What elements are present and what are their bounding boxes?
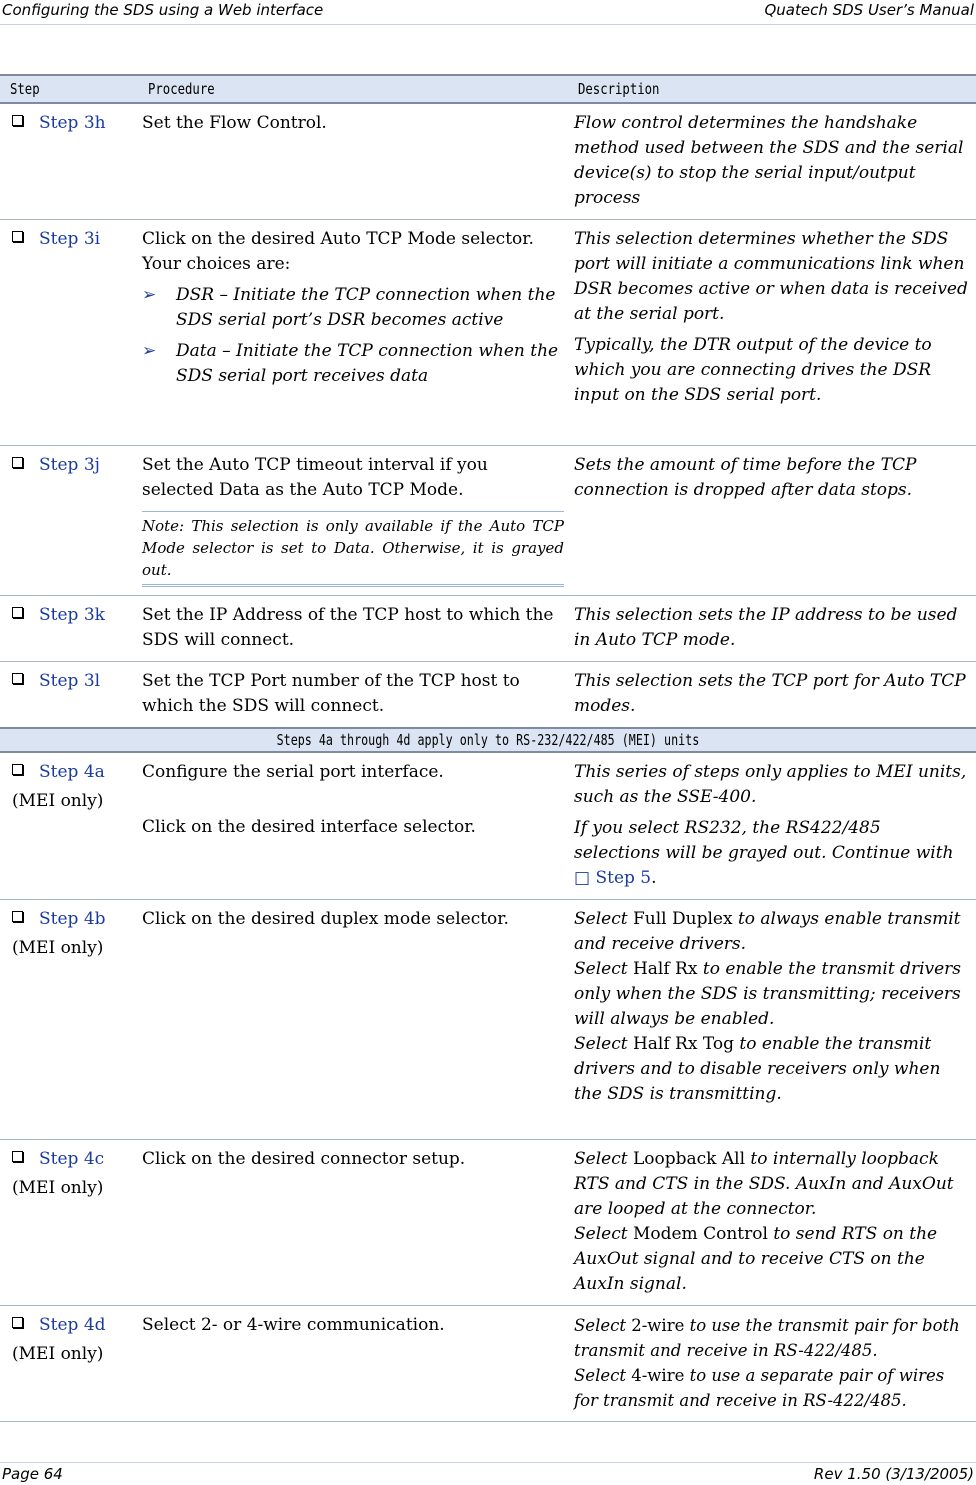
step-label: Step 3l: [39, 671, 101, 691]
description-text: This series of steps only applies to MEI units, such as the SSE-400.: [574, 762, 967, 807]
procedure-cell: Click on the desired connector setup.: [138, 1140, 568, 1306]
procedure-text: Set the Auto TCP timeout interval if you selected Data as the Auto TCP Mode.: [142, 455, 488, 500]
procedure-cell: Click on the desired duplex mode selector.: [138, 900, 568, 1140]
step-cell: [0, 596, 138, 662]
description-cell: [568, 1306, 976, 1422]
table-header-row: [0, 75, 976, 103]
description-cell: This selection sets the IP address to be used in Auto TCP mode.: [568, 596, 976, 662]
table-row: [0, 662, 976, 729]
procedure-cell: Set the Flow Control.: [138, 103, 568, 220]
description-cell: Sets the amount of time before the TCP connection is dropped after data stops.: [568, 446, 976, 596]
description-cell: This selection sets the TCP port for Auto TCP modes.: [574, 671, 966, 716]
checkbox-icon[interactable]: [12, 115, 23, 126]
page-header: [0, 0, 976, 25]
step-cell: [0, 900, 138, 1140]
procedure-text: Configure the serial port interface.: [142, 762, 444, 782]
step-qualifier: (MEI only): [12, 1344, 104, 1364]
section-divider: Steps 4a through 4d apply only to RS-232/422/485 (MEI) units: [0, 728, 976, 752]
procedure-text: Click on the desired Auto TCP Mode selector.: [142, 229, 534, 249]
option-loopback-all: Select Loopback All to internally loopback RTS and CTS in the SDS. AuxIn and AuxOut are looped at the connector.: [574, 1149, 954, 1219]
column-header-step: Step: [0, 75, 138, 103]
step-cell: [0, 1306, 138, 1422]
step-cell: [0, 220, 138, 446]
procedure-cell: [138, 752, 568, 900]
description-text: This selection determines whether the SDS port will initiate a communications link when DSR becomes active or when data is received at the serial port.: [574, 229, 968, 324]
step-label: Step 4a: [39, 762, 105, 782]
header-left: Configuring the SDS using a Web interface: [2, 1, 324, 19]
description-cell: [568, 220, 976, 446]
page-footer: [0, 1462, 976, 1485]
procedure-cell: Set the IP Address of the TCP host to which the SDS will connect.: [138, 596, 568, 662]
table-row: [0, 103, 976, 220]
table-row: [0, 446, 976, 596]
footer-right: Rev 1.50 (3/13/2005): [813, 1465, 974, 1483]
procedure-text-2: Click on the desired interface selector.: [142, 817, 476, 837]
step-qualifier: (MEI only): [12, 938, 104, 958]
checkbox-icon[interactable]: [12, 1151, 23, 1162]
checkbox-icon[interactable]: [12, 607, 23, 618]
section-divider-row: [0, 728, 976, 752]
procedure-cell: [138, 220, 568, 446]
checkbox-icon[interactable]: [12, 1317, 23, 1328]
steps-table: [0, 74, 976, 1422]
table-row: [0, 1306, 976, 1422]
bullet-item: ➢ Data – Initiate the TCP connection when the SDS serial port receives data: [142, 341, 559, 386]
header-right: Quatech SDS User’s Manual: [764, 1, 974, 19]
step-label: Step 4d: [39, 1315, 106, 1335]
procedure-cell: Select 2- or 4-wire communication.: [138, 1306, 568, 1422]
description-text-2: Typically, the DTR output of the device to which you are connecting drives the DSR input on the SDS serial port.: [574, 335, 932, 405]
step-cell: [0, 662, 138, 729]
option-full-duplex: Select Full Duplex to always enable transmit and receive drivers.: [574, 909, 961, 954]
table-row: [0, 596, 976, 662]
note-box: Note: This selection is only available if the Auto TCP Mode selector is set to Data. Otherwise, it is grayed out.: [142, 511, 564, 587]
step-label: Step 3h: [39, 113, 106, 133]
checkbox-icon[interactable]: [12, 673, 23, 684]
table-row: [0, 752, 976, 900]
step-5-link[interactable]: □ Step 5: [574, 868, 652, 888]
checkbox-icon[interactable]: [12, 231, 23, 242]
description-cell: [568, 900, 976, 1140]
column-header-procedure: Procedure: [138, 75, 568, 103]
checkbox-icon[interactable]: [12, 764, 23, 775]
description-cell: Flow control determines the handshake method used between the SDS and the serial device(s) to stop the serial input/output process: [568, 103, 976, 220]
arrow-bullet-icon: ➢: [142, 285, 157, 305]
step-cell: [0, 103, 138, 220]
description-text-2: If you select RS232, the RS422/485 selections will be grayed out. Continue with □ Step 5.: [574, 818, 954, 888]
column-header-description: Description: [568, 75, 976, 103]
option-modem-control: Select Modem Control to send RTS on the AuxOut signal and to receive CTS on the AuxIn signal.: [574, 1224, 938, 1294]
step-label: Step 3j: [39, 455, 100, 475]
option-half-rx-tog: Select Half Rx Tog to enable the transmit drivers and to disable receivers only when the SDS is transmitting.: [574, 1034, 941, 1104]
bullet-item: ➢ DSR – Initiate the TCP connection when the SDS serial port’s DSR becomes active: [142, 285, 556, 330]
arrow-bullet-icon: ➢: [142, 341, 157, 361]
table-row: [0, 1140, 976, 1306]
description-cell: [568, 752, 976, 900]
step-cell: [0, 1140, 138, 1306]
description-cell: [568, 1140, 976, 1306]
step-label: Step 4c: [39, 1149, 105, 1169]
checkbox-icon[interactable]: [12, 911, 23, 922]
footer-left: Page 64: [2, 1465, 63, 1483]
option-half-rx: Select Half Rx to enable the transmit drivers only when the SDS is transmitting; receivers will always be enabled.: [574, 959, 962, 1029]
option-4-wire: Select 4-wire to use a separate pair of wires for transmit and receive in RS-422/485.: [574, 1366, 945, 1410]
option-2-wire: Select 2-wire to use the transmit pair for both transmit and receive in RS-422/485.: [574, 1316, 960, 1360]
procedure-subtext: Your choices are:: [142, 254, 291, 274]
step-label: Step 3i: [39, 229, 101, 249]
step-cell: [0, 752, 138, 900]
step-qualifier: (MEI only): [12, 791, 104, 811]
step-cell: [0, 446, 138, 596]
table-row: [0, 900, 976, 1140]
procedure-cell: Set the TCP Port number of the TCP host to which the SDS will connect.: [142, 671, 520, 716]
step-qualifier: (MEI only): [12, 1178, 104, 1198]
step-label: Step 3k: [39, 605, 105, 625]
table-row: [0, 220, 976, 446]
checkbox-icon[interactable]: [12, 457, 23, 468]
procedure-cell: [138, 446, 568, 596]
step-label: Step 4b: [39, 909, 106, 929]
